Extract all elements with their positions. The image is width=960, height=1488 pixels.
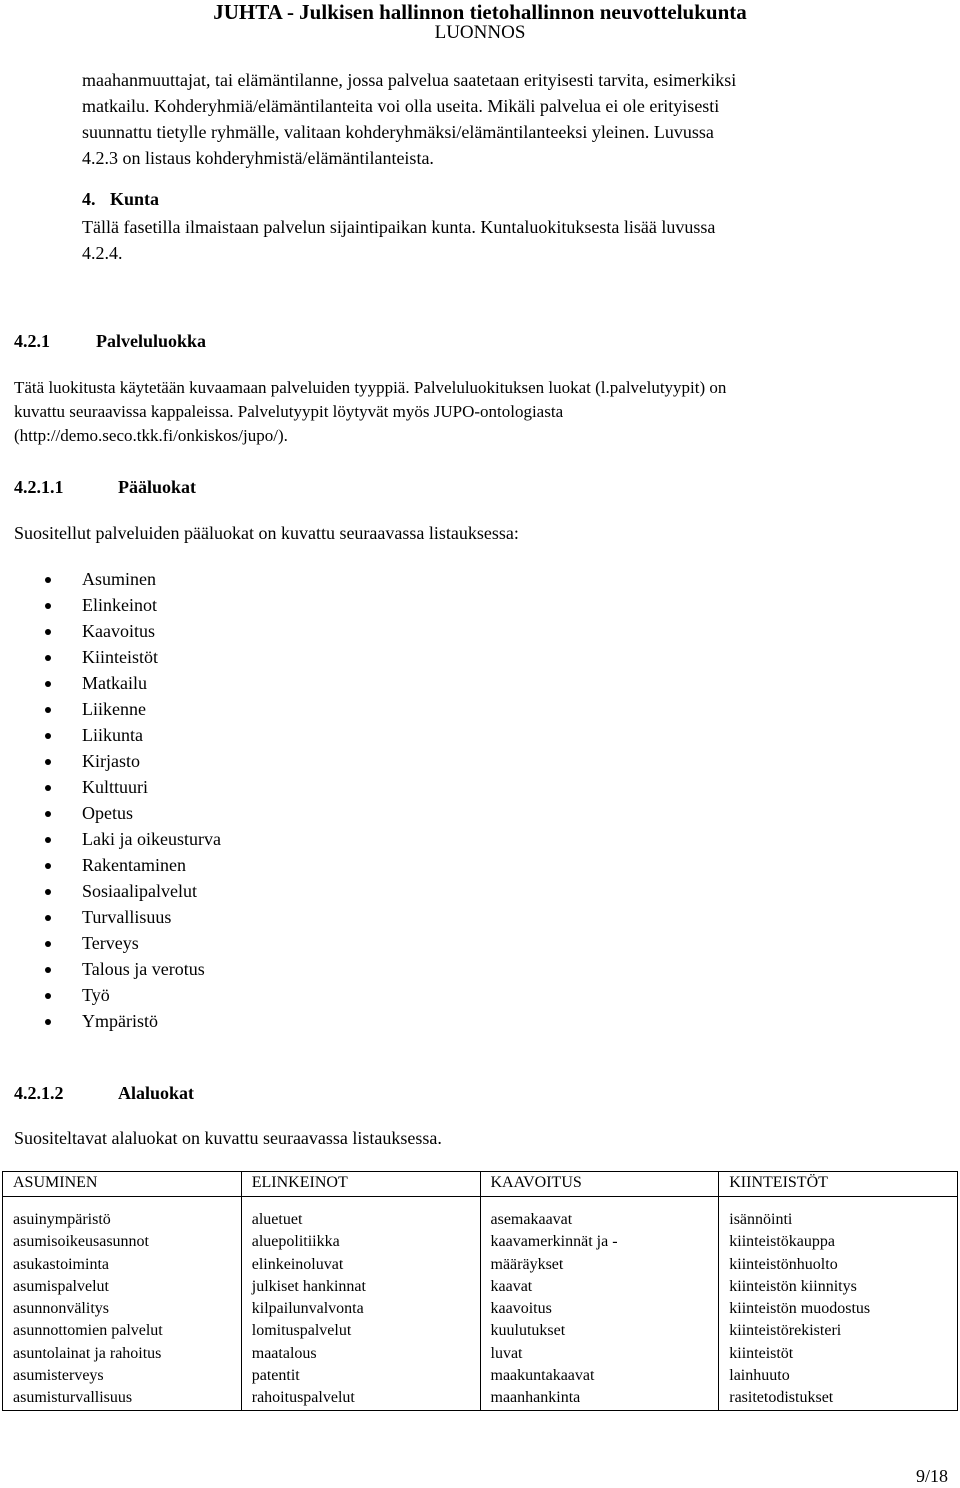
subclass-item: luvat	[490, 1344, 523, 1362]
subclass-item: asuntolainat ja rahoitus	[13, 1344, 162, 1362]
subclass-item: rahoituspalvelut	[251, 1389, 355, 1407]
bullet-icon	[45, 863, 51, 869]
bullet-icon	[45, 603, 51, 609]
subclass-item: kaavoitus	[490, 1300, 552, 1318]
bullet-icon	[45, 733, 51, 739]
table-header-cell: ELINKEINOT	[241, 1172, 480, 1197]
subclass-table	[2, 1171, 958, 1411]
kunta-number: 4.	[82, 189, 96, 209]
subclass-item: lomituspalvelut	[251, 1322, 352, 1340]
list-item	[40, 982, 221, 1008]
subclass-item: kiinteistönhuolto	[729, 1255, 838, 1273]
list-item-label: Elinkeinot	[82, 595, 157, 615]
subclass-item: asumisterveys	[13, 1367, 104, 1385]
list-item	[40, 904, 221, 930]
list-item	[40, 748, 221, 774]
list-item-label: Kiinteistöt	[82, 647, 158, 667]
subclass-item: elinkeinoluvat	[251, 1255, 344, 1273]
list-item-label: Ympäristö	[82, 1011, 158, 1031]
section-4211-title: Pääluokat	[118, 477, 197, 497]
section-4212-number: 4.2.1.2	[14, 1083, 64, 1103]
bullet-icon	[45, 707, 51, 713]
subclass-item: maatalous	[251, 1344, 317, 1362]
list-item	[40, 826, 221, 852]
list-item	[40, 566, 221, 592]
list-item-label: Laki ja oikeusturva	[82, 829, 221, 849]
list-item	[40, 774, 221, 800]
list-item-label: Rakentaminen	[82, 855, 186, 875]
list-item-label: Asuminen	[82, 569, 156, 589]
table-header-cell: KIINTEISTÖT	[719, 1172, 958, 1197]
subclass-item: asumispalvelut	[13, 1277, 109, 1295]
list-item-label: Työ	[82, 985, 110, 1005]
section-421-number: 4.2.1	[14, 331, 50, 351]
intro-line: 4.2.3 on listaus kohderyhmistä/elämäntilanteista.	[82, 148, 434, 168]
header-title: JUHTA - Julkisen hallinnon tietohallinnon neuvottelukunta	[213, 0, 747, 24]
bullet-icon	[45, 967, 51, 973]
section-4211-intro: Suositellut palveluiden pääluokat on kuvattu seuraavassa listauksessa:	[14, 523, 519, 543]
subclass-item: asumisturvallisuus	[13, 1389, 133, 1407]
list-item-label: Kulttuuri	[82, 777, 148, 797]
subclass-item: kaavat	[490, 1277, 533, 1295]
list-item-label: Kirjasto	[82, 751, 140, 771]
bullet-icon	[45, 655, 51, 661]
bullet-icon	[45, 759, 51, 765]
subclass-item: kuulutukset	[490, 1322, 566, 1340]
list-item-label: Talous ja verotus	[82, 959, 205, 979]
list-item	[40, 956, 221, 982]
bullet-icon	[45, 629, 51, 635]
subclass-item: isännöinti	[729, 1211, 793, 1228]
subclass-item: kaavamerkinnät ja -	[490, 1233, 618, 1251]
table-cell-kiinteistot	[719, 1197, 958, 1411]
table-cell-kaavoitus	[480, 1197, 719, 1411]
table-row	[3, 1197, 958, 1411]
bullet-icon	[45, 993, 51, 999]
list-item	[40, 800, 221, 826]
subclass-item: maakuntakaavat	[490, 1367, 595, 1385]
subclass-item: maanhankinta	[490, 1389, 581, 1407]
bullet-icon	[45, 811, 51, 817]
list-item	[40, 670, 221, 696]
subclass-item: kilpailunvalvonta	[251, 1300, 364, 1318]
kunta-description	[82, 214, 942, 266]
kunta-line: 4.2.4.	[82, 243, 123, 263]
subclass-item: kiinteistön muodostus	[729, 1300, 871, 1318]
header-subtitle: LUONNOS	[434, 22, 526, 43]
bullet-icon	[45, 1019, 51, 1025]
bullet-icon	[45, 889, 51, 895]
subclass-item: julkiset hankinnat	[251, 1277, 366, 1295]
subclass-item: kiinteistön kiinnitys	[729, 1277, 857, 1295]
subclass-item: kiinteistökauppa	[729, 1233, 836, 1251]
bullet-icon	[45, 785, 51, 791]
subclass-item: asunnonvälitys	[13, 1300, 109, 1318]
table-header-row	[3, 1172, 958, 1197]
list-item	[40, 696, 221, 722]
table-header-cell: KAAVOITUS	[480, 1172, 719, 1197]
subclass-item: asemakaavat	[490, 1211, 573, 1228]
intro-line: maahanmuuttajat, tai elämäntilanne, jossa palvelua saatetaan erityisesti tarvita, esimerkiksi	[82, 70, 737, 90]
subclass-item: lainhuuto	[729, 1367, 790, 1385]
kunta-line: Tällä fasetilla ilmaistaan palvelun sijaintipaikan kunta. Kuntaluokituksesta lisää luvussa	[82, 217, 716, 237]
page-number: 9/18	[915, 1466, 948, 1486]
subclass-item: aluetuet	[251, 1211, 303, 1228]
list-item-label: Turvallisuus	[82, 907, 172, 927]
subclass-item: rasitetodistukset	[729, 1389, 834, 1407]
list-item-label: Liikenne	[82, 699, 146, 719]
table-cell-asuminen	[3, 1197, 242, 1411]
list-item	[40, 618, 221, 644]
bullet-icon	[45, 577, 51, 583]
list-item-label: Kaavoitus	[82, 621, 155, 641]
table-header-cell: ASUMINEN	[3, 1172, 242, 1197]
subclass-item: kiinteistöt	[729, 1344, 794, 1362]
bullet-icon	[45, 941, 51, 947]
list-item-label: Liikunta	[82, 725, 143, 745]
subclass-item: asuinympäristö	[13, 1211, 111, 1228]
subclass-item: asumisoikeusasunnot	[13, 1233, 149, 1251]
intro-paragraph	[82, 67, 942, 171]
list-item	[40, 1008, 221, 1034]
bullet-icon	[45, 915, 51, 921]
list-item	[40, 852, 221, 878]
list-item	[40, 878, 221, 904]
subclass-item: patentit	[251, 1367, 300, 1385]
table-cell-elinkeinot	[241, 1197, 480, 1411]
list-item	[40, 644, 221, 670]
subclass-item: kiinteistörekisteri	[729, 1322, 842, 1340]
section-421-body	[14, 376, 944, 448]
section-421-line: Tätä luokitusta käytetään kuvaamaan palveluiden tyyppiä. Palveluluokituksen luokat (l.palvelutyypit) on	[14, 378, 727, 397]
main-categories-list	[40, 566, 221, 1034]
subclass-item: aluepolitiikka	[251, 1233, 340, 1251]
list-item-label: Terveys	[82, 933, 139, 953]
bullet-icon	[45, 837, 51, 843]
list-item	[40, 592, 221, 618]
intro-line: matkailu. Kohderyhmiä/elämäntilanteita voi olla useita. Mikäli palvelua ei ole erityisesti	[82, 96, 720, 116]
section-4212-title: Alaluokat	[118, 1083, 195, 1103]
subclass-item: määräykset	[490, 1255, 564, 1273]
subclass-item: asunnottomien palvelut	[13, 1322, 163, 1340]
list-item	[40, 722, 221, 748]
intro-line: suunnattu tietylle ryhmälle, valitaan kohderyhmäksi/elämäntilanteeksi yleinen. Luvussa	[82, 122, 714, 142]
section-421-line: kuvattu seuraavissa kappaleissa. Palvelutyypit löytyvät myös JUPO-ontologiasta	[14, 402, 564, 421]
list-item-label: Sosiaalipalvelut	[82, 881, 197, 901]
section-4212-intro: Suositeltavat alaluokat on kuvattu seuraavassa listauksessa.	[14, 1128, 442, 1148]
section-4211-number: 4.2.1.1	[14, 477, 64, 497]
list-item-label: Matkailu	[82, 673, 147, 693]
list-item-label: Opetus	[82, 803, 133, 823]
section-421-title: Palveluluokka	[96, 331, 207, 351]
list-item	[40, 930, 221, 956]
kunta-title: Kunta	[110, 189, 160, 209]
section-421-line: (http://demo.seco.tkk.fi/onkiskos/jupo/).	[14, 426, 288, 445]
bullet-icon	[45, 681, 51, 687]
subclass-item: asukastoiminta	[13, 1255, 109, 1273]
